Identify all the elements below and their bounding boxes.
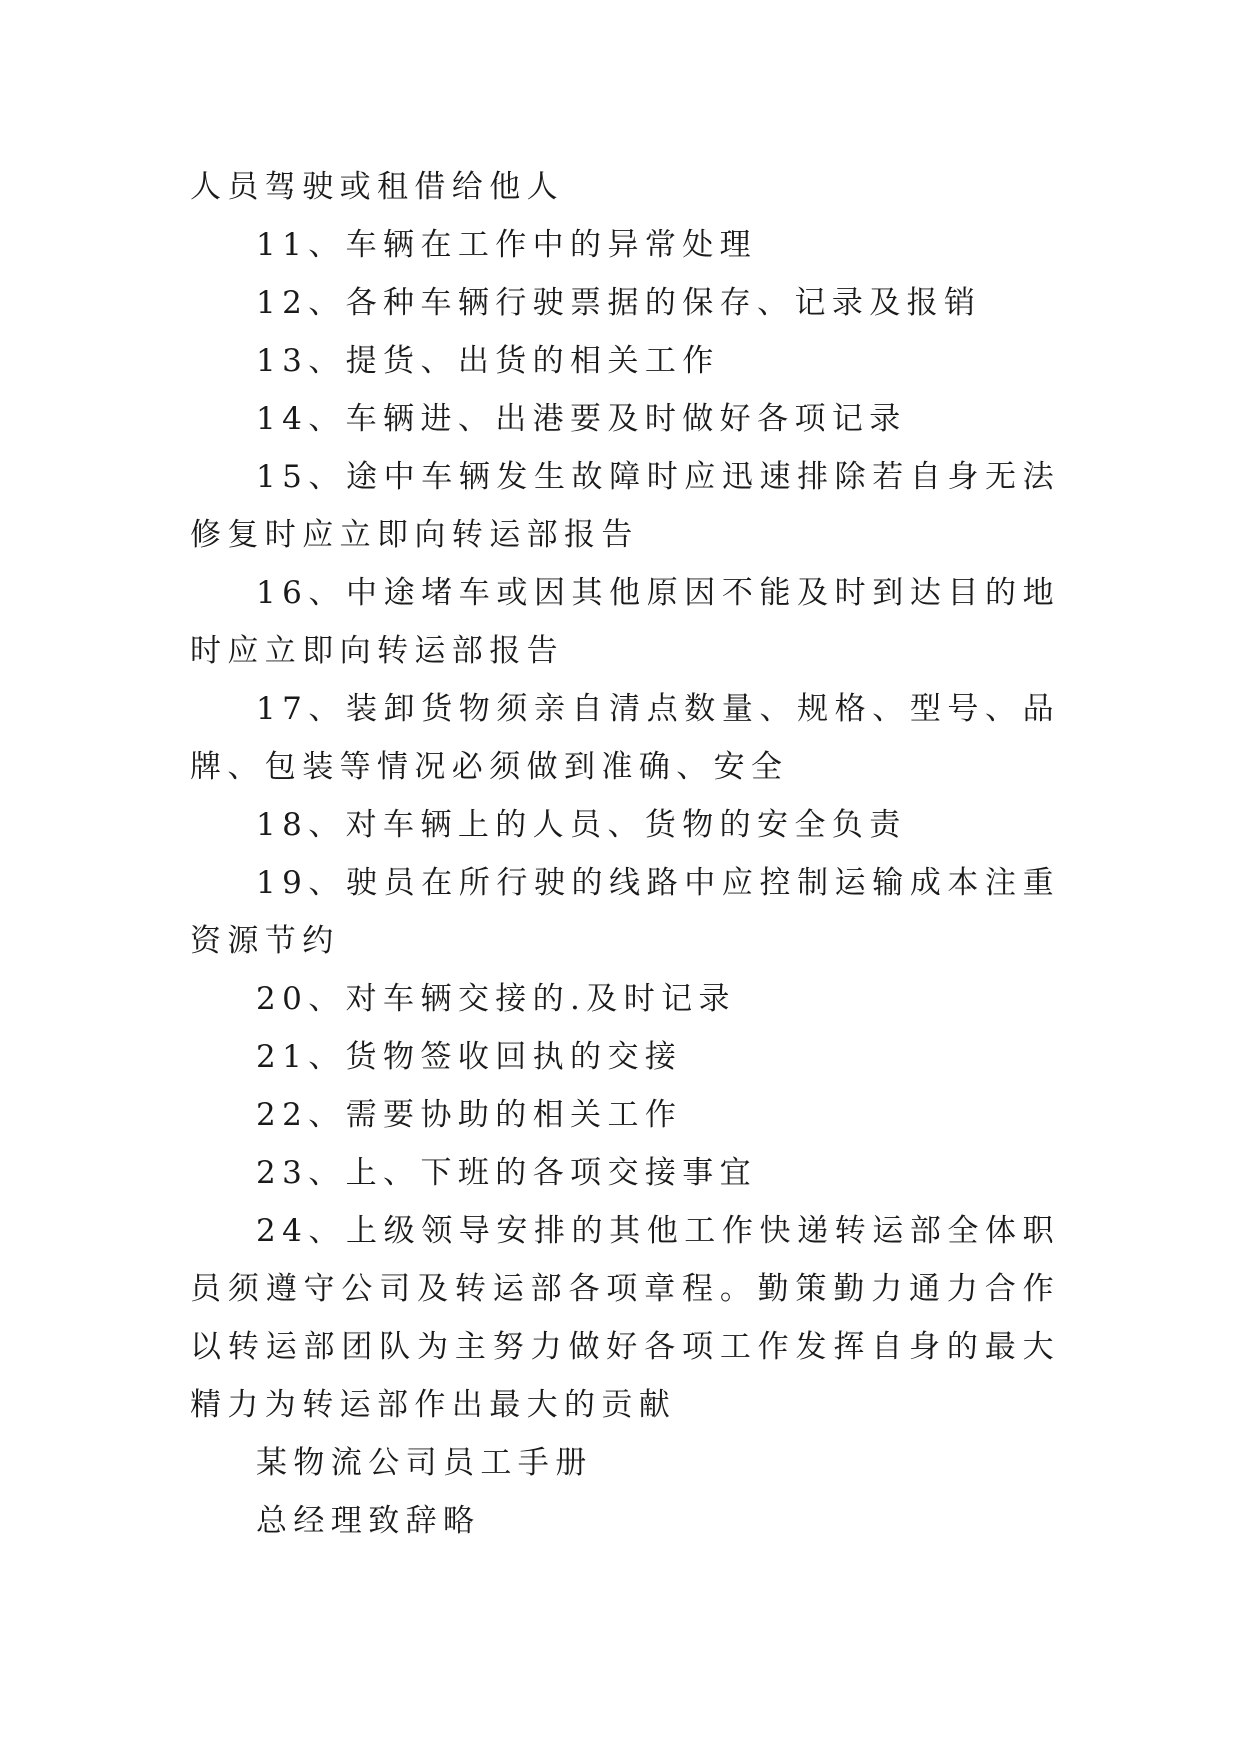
paragraph-item-22: 22、需要协助的相关工作 <box>256 1097 683 1133</box>
paragraph-item-18: 18、对车辆上的人员、货物的安全负责 <box>256 807 907 843</box>
paragraph-item-16: 16、中途堵车或因其他原因不能及时到达目的地时应立即向转运部报告 <box>190 575 1060 669</box>
paragraph-item-24: 24、上级领导安排的其他工作快递转运部全体职员须遵守公司及转运部各项章程。勤策勤力通力合作以转运部团队为主努力做好各项工作发挥自身的最大精力为转运部作出最大的贡献 <box>190 1213 1060 1423</box>
paragraph-item-15: 15、途中车辆发生故障时应迅速排除若自身无法修复时应立即向转运部报告 <box>190 459 1060 553</box>
paragraph-continuation: 人员驾驶或租借给他人 <box>190 169 564 205</box>
paragraph-item-12: 12、各种车辆行驶票据的保存、记录及报销 <box>256 285 982 321</box>
paragraph-item-21: 21、货物签收回执的交接 <box>256 1039 683 1075</box>
paragraph-item-17: 17、装卸货物须亲自清点数量、规格、型号、品牌、包装等情况必须做到准确、安全 <box>190 691 1060 785</box>
ceo-address-heading: 总经理致辞略 <box>256 1503 481 1539</box>
paragraph-item-11: 11、车辆在工作中的异常处理 <box>256 227 758 263</box>
paragraph-item-19: 19、驶员在所行驶的线路中应控制运输成本注重资源节约 <box>190 865 1060 959</box>
handbook-title: 某物流公司员工手册 <box>256 1445 593 1481</box>
document-body <box>190 158 1060 1550</box>
paragraph-item-13: 13、提货、出货的相关工作 <box>256 343 720 379</box>
paragraph-item-20: 20、对车辆交接的.及时记录 <box>256 981 736 1017</box>
paragraph-item-14: 14、车辆进、出港要及时做好各项记录 <box>256 401 907 437</box>
paragraph-item-23: 23、上、下班的各项交接事宜 <box>256 1155 758 1191</box>
